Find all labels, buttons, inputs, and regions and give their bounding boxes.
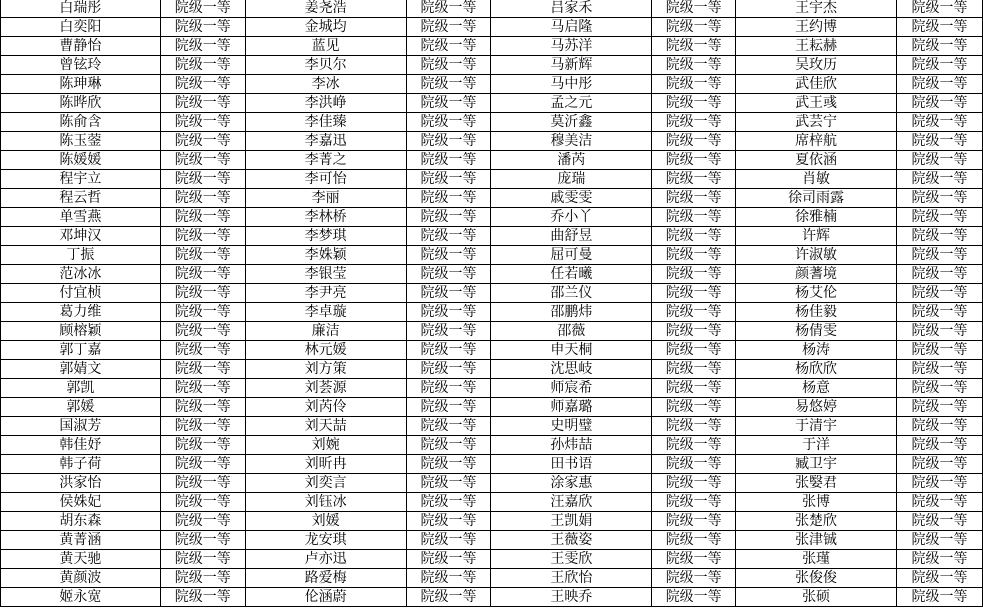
student-name-cell[interactable]: 孟之元 <box>491 94 652 113</box>
award-level-cell[interactable]: 院级一等 <box>896 493 982 512</box>
student-name-cell[interactable]: 黄颜波 <box>1 569 161 588</box>
award-level-cell[interactable]: 院级一等 <box>406 436 491 455</box>
award-level-cell[interactable]: 院级一等 <box>160 436 245 455</box>
table-row <box>1 436 983 455</box>
student-name-cell[interactable]: 刘天喆 <box>245 417 406 436</box>
award-level-cell[interactable]: 院级一等 <box>652 246 736 265</box>
award-level-cell[interactable]: 院级一等 <box>896 56 982 75</box>
award-level-cell[interactable]: 院级一等 <box>896 75 982 94</box>
award-level-cell[interactable]: 院级一等 <box>160 170 245 189</box>
table-row <box>1 189 983 208</box>
student-name-cell[interactable]: 卢亦迅 <box>245 550 406 569</box>
award-level-cell[interactable]: 院级一等 <box>160 379 245 398</box>
student-name-cell[interactable]: 许辉 <box>736 227 897 246</box>
student-name-cell[interactable]: 李佳臻 <box>245 113 406 132</box>
student-name-cell[interactable]: 邵薇 <box>491 322 652 341</box>
student-name-cell[interactable]: 师宸希 <box>491 379 652 398</box>
award-level-cell[interactable]: 院级一等 <box>406 550 491 569</box>
table-row <box>1 569 983 588</box>
award-level-cell[interactable]: 院级一等 <box>160 341 245 360</box>
award-level-cell[interactable]: 院级一等 <box>896 227 982 246</box>
student-name-cell[interactable]: 白奕阳 <box>1 18 161 37</box>
table-row <box>1 18 983 37</box>
student-name-cell[interactable]: 王雯欣 <box>491 550 652 569</box>
award-level-cell[interactable]: 院级一等 <box>652 493 736 512</box>
award-level-cell[interactable]: 院级一等 <box>160 512 245 531</box>
award-level-cell[interactable]: 院级一等 <box>160 37 245 56</box>
student-name-cell[interactable]: 沈思岐 <box>491 360 652 379</box>
award-level-cell[interactable]: 院级一等 <box>896 455 982 474</box>
student-name-cell[interactable]: 胡东森 <box>1 512 161 531</box>
award-level-cell[interactable]: 院级一等 <box>160 493 245 512</box>
student-name-cell[interactable]: 杨欣欣 <box>736 360 897 379</box>
student-name-cell[interactable]: 马中彤 <box>491 75 652 94</box>
award-level-cell[interactable]: 院级一等 <box>406 531 491 550</box>
award-level-cell[interactable]: 院级一等 <box>896 379 982 398</box>
award-level-cell[interactable]: 院级一等 <box>160 189 245 208</box>
award-level-cell[interactable]: 院级一等 <box>896 265 982 284</box>
student-name-cell[interactable]: 杨佳毅 <box>736 303 897 322</box>
student-name-cell[interactable]: 马新辉 <box>491 56 652 75</box>
award-level-cell[interactable]: 院级一等 <box>896 303 982 322</box>
award-level-cell[interactable]: 院级一等 <box>160 588 245 607</box>
award-level-cell[interactable]: 院级一等 <box>896 512 982 531</box>
table-row <box>1 75 983 94</box>
award-level-cell[interactable]: 院级一等 <box>652 94 736 113</box>
student-name-cell[interactable]: 田书语 <box>491 455 652 474</box>
table-row <box>1 284 983 303</box>
table-row <box>1 588 983 607</box>
award-level-cell[interactable]: 院级一等 <box>160 569 245 588</box>
student-name-cell[interactable]: 戚雯雯 <box>491 189 652 208</box>
award-level-cell[interactable]: 院级一等 <box>160 550 245 569</box>
award-level-cell[interactable]: 院级一等 <box>652 284 736 303</box>
table-row <box>1 379 983 398</box>
student-name-cell[interactable]: 徐司雨露 <box>736 189 897 208</box>
award-level-cell[interactable]: 院级一等 <box>406 341 491 360</box>
award-level-cell[interactable]: 院级一等 <box>896 113 982 132</box>
student-name-cell[interactable]: 李菁之 <box>245 151 406 170</box>
student-name-cell[interactable]: 黄天驰 <box>1 550 161 569</box>
student-name-cell[interactable]: 刘媛 <box>245 512 406 531</box>
award-level-cell[interactable]: 院级一等 <box>896 151 982 170</box>
student-name-cell[interactable]: 杨意 <box>736 379 897 398</box>
award-level-cell[interactable]: 院级一等 <box>160 208 245 227</box>
student-name-cell[interactable]: 王耘赫 <box>736 37 897 56</box>
student-name-cell[interactable]: 韩子荷 <box>1 455 161 474</box>
award-level-cell[interactable]: 院级一等 <box>406 284 491 303</box>
table-row <box>1 227 983 246</box>
award-level-cell[interactable]: 院级一等 <box>160 56 245 75</box>
student-name-cell[interactable]: 史明璧 <box>491 417 652 436</box>
award-level-cell[interactable]: 院级一等 <box>896 246 982 265</box>
student-name-cell[interactable]: 肖敏 <box>736 170 897 189</box>
table-row <box>1 208 983 227</box>
student-name-cell[interactable]: 程云哲 <box>1 189 161 208</box>
award-level-cell[interactable]: 院级一等 <box>896 550 982 569</box>
award-level-cell[interactable]: 院级一等 <box>896 398 982 417</box>
award-level-cell[interactable]: 院级一等 <box>160 151 245 170</box>
award-level-cell[interactable]: 院级一等 <box>652 588 736 607</box>
student-name-cell[interactable]: 张楚欣 <box>736 512 897 531</box>
table-row <box>1 0 983 18</box>
student-name-cell[interactable]: 吴玫历 <box>736 56 897 75</box>
student-name-cell[interactable]: 李银莹 <box>245 265 406 284</box>
student-name-cell[interactable]: 李姝颖 <box>245 246 406 265</box>
award-level-cell[interactable]: 院级一等 <box>160 417 245 436</box>
student-name-cell[interactable]: 范冰冰 <box>1 265 161 284</box>
student-name-cell[interactable]: 武王彧 <box>736 94 897 113</box>
award-level-cell[interactable]: 院级一等 <box>652 18 736 37</box>
award-level-cell[interactable]: 院级一等 <box>652 132 736 151</box>
student-name-cell[interactable]: 刘钰冰 <box>245 493 406 512</box>
student-name-cell[interactable]: 汪嘉欣 <box>491 493 652 512</box>
student-name-cell[interactable]: 任若曦 <box>491 265 652 284</box>
student-name-cell[interactable]: 刘荟源 <box>245 379 406 398</box>
student-name-cell[interactable]: 武佳欣 <box>736 75 897 94</box>
award-level-cell[interactable]: 院级一等 <box>652 531 736 550</box>
student-name-cell[interactable]: 姜尧浩 <box>245 0 406 18</box>
award-level-cell[interactable]: 院级一等 <box>652 360 736 379</box>
student-name-cell[interactable]: 徐雅楠 <box>736 208 897 227</box>
student-name-cell[interactable]: 于清宇 <box>736 417 897 436</box>
student-name-cell[interactable]: 李可怡 <box>245 170 406 189</box>
student-name-cell[interactable]: 申天桐 <box>491 341 652 360</box>
table-row <box>1 246 983 265</box>
student-name-cell[interactable]: 张博 <box>736 493 897 512</box>
student-name-cell[interactable]: 陈玉蓥 <box>1 132 161 151</box>
award-level-cell[interactable]: 院级一等 <box>160 531 245 550</box>
student-name-cell[interactable]: 李贝尔 <box>245 56 406 75</box>
student-name-cell[interactable]: 廉洁 <box>245 322 406 341</box>
student-name-cell[interactable]: 吕家禾 <box>491 0 652 18</box>
student-name-cell[interactable]: 刘奕言 <box>245 474 406 493</box>
student-name-cell[interactable]: 陈晔欣 <box>1 94 161 113</box>
award-level-cell[interactable]: 院级一等 <box>406 246 491 265</box>
award-level-cell[interactable]: 院级一等 <box>160 474 245 493</box>
award-level-cell[interactable]: 院级一等 <box>160 246 245 265</box>
student-name-cell[interactable]: 黄菁涵 <box>1 531 161 550</box>
student-name-cell[interactable]: 葛力维 <box>1 303 161 322</box>
student-name-cell[interactable]: 张俊俊 <box>736 569 897 588</box>
award-level-cell[interactable]: 院级一等 <box>160 360 245 379</box>
student-name-cell[interactable]: 邵兰仪 <box>491 284 652 303</box>
award-level-cell[interactable]: 院级一等 <box>406 18 491 37</box>
table-row <box>1 493 983 512</box>
table-row <box>1 341 983 360</box>
award-level-cell[interactable]: 院级一等 <box>160 284 245 303</box>
student-name-cell[interactable]: 王薇姿 <box>491 531 652 550</box>
student-name-cell[interactable]: 许淑敏 <box>736 246 897 265</box>
student-name-cell[interactable]: 马启隆 <box>491 18 652 37</box>
student-name-cell[interactable]: 侯姝妃 <box>1 493 161 512</box>
award-level-cell[interactable]: 院级一等 <box>406 94 491 113</box>
student-name-cell[interactable]: 李丽 <box>245 189 406 208</box>
award-table-body <box>1 0 983 607</box>
award-level-cell[interactable]: 院级一等 <box>160 0 245 18</box>
student-name-cell[interactable]: 韩佳妤 <box>1 436 161 455</box>
award-level-cell[interactable]: 院级一等 <box>652 56 736 75</box>
award-level-cell[interactable]: 院级一等 <box>652 208 736 227</box>
award-level-cell[interactable]: 院级一等 <box>160 303 245 322</box>
award-level-cell[interactable]: 院级一等 <box>406 227 491 246</box>
award-level-cell[interactable]: 院级一等 <box>406 398 491 417</box>
award-level-cell[interactable]: 院级一等 <box>652 303 736 322</box>
award-level-cell[interactable]: 院级一等 <box>160 132 245 151</box>
award-level-cell[interactable]: 院级一等 <box>406 151 491 170</box>
award-level-cell[interactable]: 院级一等 <box>896 189 982 208</box>
student-name-cell[interactable]: 陈媛媛 <box>1 151 161 170</box>
award-level-cell[interactable]: 院级一等 <box>896 569 982 588</box>
student-name-cell[interactable]: 杨艾伦 <box>736 284 897 303</box>
award-level-cell[interactable]: 院级一等 <box>406 512 491 531</box>
award-level-cell[interactable]: 院级一等 <box>652 398 736 417</box>
student-name-cell[interactable]: 颜蓍境 <box>736 265 897 284</box>
student-name-cell[interactable]: 李嘉迅 <box>245 132 406 151</box>
award-level-cell[interactable]: 院级一等 <box>406 132 491 151</box>
student-name-cell[interactable]: 张硕 <box>736 588 897 607</box>
award-level-cell[interactable]: 院级一等 <box>160 398 245 417</box>
student-name-cell[interactable]: 王约博 <box>736 18 897 37</box>
student-name-cell[interactable]: 郭媛 <box>1 398 161 417</box>
student-name-cell[interactable]: 刘昕冉 <box>245 455 406 474</box>
student-name-cell[interactable]: 郭凯 <box>1 379 161 398</box>
student-name-cell[interactable]: 屈可曼 <box>491 246 652 265</box>
table-row <box>1 37 983 56</box>
student-name-cell[interactable]: 刘方策 <box>245 360 406 379</box>
award-level-cell[interactable]: 院级一等 <box>896 132 982 151</box>
award-level-cell[interactable]: 院级一等 <box>406 360 491 379</box>
student-name-cell[interactable]: 林元媛 <box>245 341 406 360</box>
student-name-cell[interactable]: 金城均 <box>245 18 406 37</box>
table-row <box>1 94 983 113</box>
award-level-cell[interactable]: 院级一等 <box>406 208 491 227</box>
award-level-cell[interactable]: 院级一等 <box>406 0 491 18</box>
student-name-cell[interactable]: 潘芮 <box>491 151 652 170</box>
table-row <box>1 455 983 474</box>
student-name-cell[interactable]: 李洪峥 <box>245 94 406 113</box>
award-level-cell[interactable]: 院级一等 <box>406 569 491 588</box>
award-level-cell[interactable]: 院级一等 <box>652 436 736 455</box>
student-name-cell[interactable]: 莫沂鑫 <box>491 113 652 132</box>
student-name-cell[interactable]: 邵鹏炜 <box>491 303 652 322</box>
student-name-cell[interactable]: 易悠婷 <box>736 398 897 417</box>
student-name-cell[interactable]: 单雪燕 <box>1 208 161 227</box>
table-row <box>1 170 983 189</box>
award-level-cell[interactable]: 院级一等 <box>896 170 982 189</box>
award-level-cell[interactable]: 院级一等 <box>896 531 982 550</box>
award-level-cell[interactable]: 院级一等 <box>652 512 736 531</box>
student-name-cell[interactable]: 张瑾 <box>736 550 897 569</box>
student-name-cell[interactable]: 洪家怡 <box>1 474 161 493</box>
award-level-cell[interactable]: 院级一等 <box>896 341 982 360</box>
student-name-cell[interactable]: 蓝见 <box>245 37 406 56</box>
student-name-cell[interactable]: 席梓航 <box>736 132 897 151</box>
table-row <box>1 265 983 284</box>
award-level-cell[interactable]: 院级一等 <box>652 113 736 132</box>
student-name-cell[interactable]: 邓坤汉 <box>1 227 161 246</box>
award-level-cell[interactable]: 院级一等 <box>160 265 245 284</box>
student-name-cell[interactable]: 乔小丫 <box>491 208 652 227</box>
award-level-cell[interactable]: 院级一等 <box>652 474 736 493</box>
table-row <box>1 417 983 436</box>
student-name-cell[interactable]: 丁振 <box>1 246 161 265</box>
table-row <box>1 512 983 531</box>
award-level-cell[interactable]: 院级一等 <box>160 75 245 94</box>
student-name-cell[interactable]: 白瑞彤 <box>1 0 161 18</box>
award-level-cell[interactable]: 院级一等 <box>896 360 982 379</box>
table-row <box>1 113 983 132</box>
table-row <box>1 474 983 493</box>
table-row <box>1 398 983 417</box>
award-level-cell[interactable]: 院级一等 <box>652 0 736 18</box>
award-level-cell[interactable]: 院级一等 <box>652 37 736 56</box>
award-level-cell[interactable]: 院级一等 <box>652 455 736 474</box>
student-name-cell[interactable]: 王欣怡 <box>491 569 652 588</box>
student-name-cell[interactable]: 陈珅琳 <box>1 75 161 94</box>
award-level-cell[interactable]: 院级一等 <box>652 227 736 246</box>
student-name-cell[interactable]: 国淑芳 <box>1 417 161 436</box>
award-level-cell[interactable]: 院级一等 <box>896 588 982 607</box>
award-level-cell[interactable]: 院级一等 <box>160 455 245 474</box>
award-level-cell[interactable]: 院级一等 <box>406 265 491 284</box>
award-level-cell[interactable]: 院级一等 <box>160 18 245 37</box>
award-level-cell[interactable]: 院级一等 <box>896 37 982 56</box>
award-level-cell[interactable]: 院级一等 <box>652 341 736 360</box>
award-level-cell[interactable]: 院级一等 <box>652 170 736 189</box>
student-name-cell[interactable]: 涂家惠 <box>491 474 652 493</box>
student-name-cell[interactable]: 师嘉璐 <box>491 398 652 417</box>
award-level-cell[interactable]: 院级一等 <box>652 322 736 341</box>
award-level-cell[interactable]: 院级一等 <box>896 208 982 227</box>
award-level-cell[interactable]: 院级一等 <box>406 379 491 398</box>
award-level-cell[interactable]: 院级一等 <box>406 37 491 56</box>
award-level-cell[interactable]: 院级一等 <box>652 379 736 398</box>
award-level-cell[interactable]: 院级一等 <box>160 113 245 132</box>
student-name-cell[interactable]: 武芸宁 <box>736 113 897 132</box>
student-name-cell[interactable]: 曹静怡 <box>1 37 161 56</box>
student-name-cell[interactable]: 郭丁嘉 <box>1 341 161 360</box>
table-row <box>1 56 983 75</box>
award-level-cell[interactable]: 院级一等 <box>896 474 982 493</box>
student-name-cell[interactable]: 伦涵蔚 <box>245 588 406 607</box>
award-level-cell[interactable]: 院级一等 <box>652 265 736 284</box>
student-name-cell[interactable]: 李梦琪 <box>245 227 406 246</box>
award-level-cell[interactable]: 院级一等 <box>406 189 491 208</box>
student-name-cell[interactable]: 王映乔 <box>491 588 652 607</box>
award-level-cell[interactable]: 院级一等 <box>160 227 245 246</box>
student-name-cell[interactable]: 顾榕颖 <box>1 322 161 341</box>
student-name-cell[interactable]: 曾铉玲 <box>1 56 161 75</box>
student-name-cell[interactable]: 李林桥 <box>245 208 406 227</box>
student-name-cell[interactable]: 王宇杰 <box>736 0 897 18</box>
student-name-cell[interactable]: 杨涛 <box>736 341 897 360</box>
student-name-cell[interactable]: 孙炜喆 <box>491 436 652 455</box>
student-name-cell[interactable]: 曲舒昱 <box>491 227 652 246</box>
award-level-cell[interactable]: 院级一等 <box>652 189 736 208</box>
award-level-cell[interactable]: 院级一等 <box>896 0 982 18</box>
award-level-cell[interactable]: 院级一等 <box>406 322 491 341</box>
student-name-cell[interactable]: 姬永宽 <box>1 588 161 607</box>
award-level-cell[interactable]: 院级一等 <box>406 170 491 189</box>
table-row <box>1 132 983 151</box>
student-name-cell[interactable]: 刘婉 <box>245 436 406 455</box>
award-level-cell[interactable]: 院级一等 <box>652 151 736 170</box>
award-level-cell[interactable]: 院级一等 <box>652 569 736 588</box>
table-row <box>1 531 983 550</box>
award-level-cell[interactable]: 院级一等 <box>896 94 982 113</box>
student-name-cell[interactable]: 程宇立 <box>1 170 161 189</box>
award-level-cell[interactable]: 院级一等 <box>406 75 491 94</box>
student-name-cell[interactable]: 付宜桢 <box>1 284 161 303</box>
award-level-cell[interactable]: 院级一等 <box>406 56 491 75</box>
award-level-cell[interactable]: 院级一等 <box>406 303 491 322</box>
student-name-cell[interactable]: 郭婧文 <box>1 360 161 379</box>
student-name-cell[interactable]: 臧卫宇 <box>736 455 897 474</box>
student-name-cell[interactable]: 李冰 <box>245 75 406 94</box>
student-name-cell[interactable]: 刘芮伶 <box>245 398 406 417</box>
table-row <box>1 550 983 569</box>
student-name-cell[interactable]: 马苏洋 <box>491 37 652 56</box>
student-name-cell[interactable]: 路爱梅 <box>245 569 406 588</box>
student-name-cell[interactable]: 杨倩雯 <box>736 322 897 341</box>
award-level-cell[interactable]: 院级一等 <box>406 493 491 512</box>
award-level-cell[interactable]: 院级一等 <box>896 18 982 37</box>
student-name-cell[interactable]: 庞瑞 <box>491 170 652 189</box>
award-level-cell[interactable]: 院级一等 <box>160 94 245 113</box>
student-name-cell[interactable]: 夏依涵 <box>736 151 897 170</box>
student-name-cell[interactable]: 于洋 <box>736 436 897 455</box>
award-level-cell[interactable]: 院级一等 <box>406 113 491 132</box>
student-name-cell[interactable]: 王凯娟 <box>491 512 652 531</box>
award-level-cell[interactable]: 院级一等 <box>896 284 982 303</box>
award-level-cell[interactable]: 院级一等 <box>406 588 491 607</box>
student-name-cell[interactable]: 张嫛君 <box>736 474 897 493</box>
student-name-cell[interactable]: 穆美洁 <box>491 132 652 151</box>
table-row <box>1 151 983 170</box>
award-level-cell[interactable]: 院级一等 <box>652 550 736 569</box>
student-name-cell[interactable]: 龙安琪 <box>245 531 406 550</box>
award-level-cell[interactable]: 院级一等 <box>406 417 491 436</box>
award-level-cell[interactable]: 院级一等 <box>652 417 736 436</box>
award-level-cell[interactable]: 院级一等 <box>160 322 245 341</box>
award-level-cell[interactable]: 院级一等 <box>406 474 491 493</box>
table-row <box>1 303 983 322</box>
award-level-cell[interactable]: 院级一等 <box>896 417 982 436</box>
table-row <box>1 360 983 379</box>
student-name-cell[interactable]: 李卓璇 <box>245 303 406 322</box>
student-name-cell[interactable]: 陈俞含 <box>1 113 161 132</box>
student-name-cell[interactable]: 李尹亮 <box>245 284 406 303</box>
award-level-cell[interactable]: 院级一等 <box>896 322 982 341</box>
award-level-cell[interactable]: 院级一等 <box>896 436 982 455</box>
award-level-cell[interactable]: 院级一等 <box>652 75 736 94</box>
table-row <box>1 322 983 341</box>
award-level-cell[interactable]: 院级一等 <box>406 455 491 474</box>
student-name-cell[interactable]: 张津铖 <box>736 531 897 550</box>
